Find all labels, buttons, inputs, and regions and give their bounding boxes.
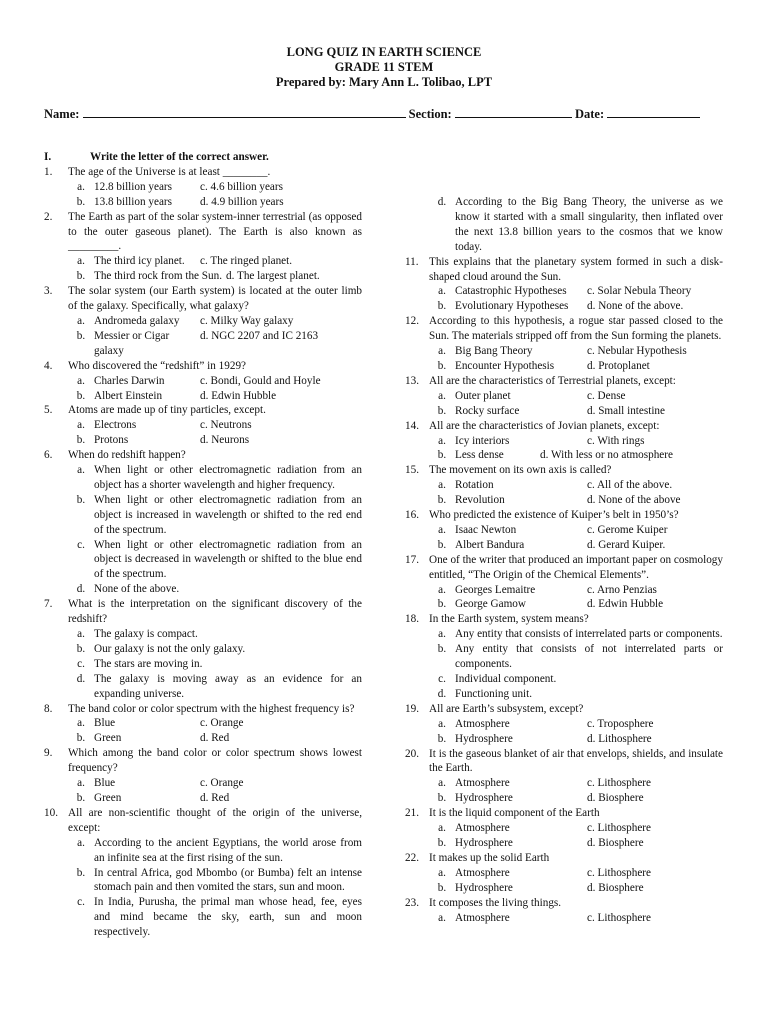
question-8 (44, 702, 362, 717)
options-row: b. 13.8 billion years d. 4.9 billion years (76, 195, 284, 208)
options-row: b. Green d. Red (76, 791, 230, 804)
question-text: It makes up the solid Earth (429, 851, 550, 864)
option-text: When light or other electromagnetic radiation from an object is increased in wavelength or shifted to the red end of the spectrum. (94, 493, 362, 536)
option-a: Atmosphere (455, 717, 510, 730)
option-d: d. Functioning unit. (437, 687, 533, 700)
option-d: d. According to the Big Bang Theory, the universe as we know it started with a small singularity, then inflated over the next 13.8 billion years to the cosmos that we know today. (437, 196, 723, 253)
option-b: 13.8 billion years (94, 195, 172, 208)
options-row: b. Albert Einstein d. Edwin Hubble (76, 389, 277, 402)
section-heading (44, 150, 362, 165)
option-text: According to the ancient Egyptians, the world arose from an infinite sea at the first rising of the sun. (94, 836, 362, 864)
right-column (405, 195, 723, 925)
question-1 (44, 165, 362, 180)
grade-level: GRADE 11 STEM (334, 60, 434, 74)
option-text: Any entity that consists of interrelated parts or components. (455, 628, 723, 641)
options-row: a. Atmosphere c. Troposphere (438, 717, 654, 730)
options-row: a. Electrons c. Neutrons (77, 419, 252, 432)
question-7 (44, 597, 362, 627)
option-c: c. Lithosphere (587, 822, 651, 835)
option-text: Individual component. (455, 673, 557, 685)
question-number: 22. (405, 851, 419, 864)
option-c: c. Bondi, Gould and Hoyle (200, 374, 321, 387)
options-row: a. Atmosphere c. Lithosphere (438, 822, 651, 835)
option-c: c. Orange (200, 717, 244, 730)
option-a: Atmosphere (455, 911, 510, 924)
options-row: b. Evolutionary Hypotheses d. None of the above. (437, 300, 684, 313)
option-a: Isaac Newton (455, 523, 517, 536)
option-c: c. All of the above. (587, 479, 673, 492)
question-number: 6. (44, 449, 53, 462)
option-c: c. The ringed planet. (200, 255, 293, 268)
option-d: d. None of the above. (76, 583, 180, 596)
option-b: b. Our galaxy is not the only galaxy. (76, 642, 246, 655)
question-14 (405, 419, 723, 434)
options-row: b. The third rock from the Sun. d. The largest planet. (76, 270, 320, 283)
left-column (44, 150, 362, 940)
question-number: 20. (405, 747, 419, 760)
option-d: d. The galaxy is moving away as an evidence for an expanding universe. (76, 672, 362, 700)
option-b: Albert Einstein (94, 389, 163, 402)
option-c: c. Lithosphere (587, 777, 651, 790)
option-a: The third icy planet. (94, 255, 185, 268)
option-text: Functioning unit. (455, 687, 533, 700)
options-row: b. Protons d. Neurons (76, 434, 250, 447)
option-a: Georges Lemaitre (455, 583, 536, 596)
option-b: b. Any entity that consists of not interrelated parts or components. (437, 643, 723, 671)
option-b: George Gamow (455, 598, 526, 611)
options-row: b. Hydrosphere d. Biosphere (437, 881, 644, 894)
option-b: Green (94, 791, 122, 804)
options-row: b. Less dense d. With less or no atmosphere (437, 449, 673, 462)
question-text: When do redshift happen? (68, 449, 186, 462)
question-text: All are the characteristics of Jovian planets, except: (429, 419, 660, 432)
option-c: c. Lithosphere (587, 866, 651, 879)
question-number: 15. (405, 464, 419, 477)
option-c: c. Solar Nebula Theory (587, 285, 692, 298)
option-b: Hydrosphere (455, 792, 513, 805)
option-b: b. When light or other electromagnetic radiation from an object is increased in wavelength or shifted to the red end of the spectrum. (76, 493, 362, 536)
question-text: All are non-scientific thought of the origin of the universe, except: (68, 806, 362, 834)
question-number: 7. (44, 598, 53, 611)
option-c: c. When light or other electromagnetic radiation from an object is decreased in wavelength or shifted to the blue end of the spectrum. (77, 538, 362, 581)
question-text: Which among the band color or color spectrum shows lowest frequency? (68, 747, 362, 775)
question-6 (44, 448, 362, 463)
question-number: 21. (405, 807, 419, 820)
question-3 (44, 284, 362, 314)
option-a: Atmosphere (455, 822, 510, 835)
question-number: 13. (405, 374, 419, 387)
option-a: Electrons (94, 419, 137, 432)
options-row: b. Green d. Red (76, 732, 230, 745)
question-text: It composes the living things. (429, 896, 562, 909)
option-a: Charles Darwin (94, 374, 165, 387)
question-9 (44, 746, 362, 776)
question-text: The Earth as part of the solar system-inner terrestrial (as opposed to the outer gaseous planet). The Earth is also known as _________. (68, 210, 362, 253)
option-b: b. In central Africa, god Mbombo (or Bumba) felt an intense stomach pain and then vomited the stars, sun and moon. (76, 866, 362, 894)
option-d: d. Neurons (200, 434, 250, 447)
option-a: Atmosphere (455, 866, 510, 879)
option-c: c. 4.6 billion years (200, 180, 283, 193)
option-b: The third rock from the Sun. (94, 270, 223, 283)
date-blank[interactable] (607, 106, 700, 118)
question-number: 18. (405, 613, 419, 626)
question-5 (44, 403, 362, 418)
option-c: c. Individual component. (438, 673, 557, 685)
question-19 (405, 702, 723, 717)
option-d: d. Protoplanet (587, 359, 650, 372)
option-a: Atmosphere (455, 777, 510, 790)
question-text: All are Earth’s subsystem, except? (429, 702, 584, 715)
option-c: c. Orange (200, 777, 244, 790)
question-number: 1. (44, 165, 53, 178)
question-10 (44, 806, 362, 836)
option-c: c. In India, Purusha, the primal man whose head, fee, eyes and mind became the sky, earth, sun and moon respectively. (77, 896, 362, 939)
option-c: c. Gerome Kuiper (587, 523, 668, 536)
options-row: a. Georges Lemaitre c. Arno Penzias (438, 583, 657, 596)
question-number: 17. (405, 553, 419, 566)
option-a: Icy interiors (455, 434, 510, 447)
option-b: Protons (94, 434, 129, 447)
option-d: d. Biosphere (587, 792, 644, 805)
option-b: Revolution (455, 494, 505, 507)
options-row: b. Encounter Hypothesis d. Protoplanet (437, 359, 650, 372)
option-a: Blue (94, 717, 116, 730)
question-number: 5. (44, 404, 53, 417)
option-b: Hydrosphere (455, 732, 513, 745)
question-text: It is the liquid component of the Earth (429, 807, 600, 820)
options-row: b. Messier or Cigar galaxy d. NGC 2207 and IC 2163 (76, 329, 319, 357)
option-a: Andromeda galaxy (94, 314, 180, 327)
options-row: a. Outer planet c. Dense (438, 389, 626, 402)
option-text: When light or other electromagnetic radiation from an object has a shorter wavelength and higher frequency. (94, 464, 362, 491)
option-d: d. The largest planet. (226, 270, 320, 283)
option-text: In central Africa, god Mbombo (or Bumba) felt an intense stomach pain and then vomited the stars, sun and moon. (94, 866, 362, 894)
option-a: Catastrophic Hypotheses (455, 285, 567, 298)
option-text: The galaxy is moving away as an evidence for an expanding universe. (94, 672, 362, 700)
option-a: a. Any entity that consists of interrelated parts or components. (438, 628, 723, 641)
question-20 (405, 747, 723, 777)
option-c: c. Dense (587, 389, 626, 402)
option-d: d. Red (200, 732, 230, 745)
question-number: 9. (44, 747, 53, 760)
question-4 (44, 359, 362, 374)
question-12 (405, 314, 723, 344)
option-b: Encounter Hypothesis (455, 359, 555, 372)
option-c: c. The stars are moving in. (77, 657, 203, 670)
section-label: Section: (408, 107, 452, 121)
option-a: Blue (94, 777, 116, 790)
options-row: a. Atmosphere c. Lithosphere (438, 777, 651, 790)
option-a: a. According to the ancient Egyptians, the world arose from an infinite sea at the first rising of the sun. (77, 836, 362, 864)
option-d: d. Lithosphere (587, 732, 652, 745)
option-d: d. Small intestine (587, 404, 665, 417)
question-17 (405, 553, 723, 583)
section-instruction: Write the letter of the correct answer. (90, 151, 269, 163)
option-text: In India, Purusha, the primal man whose head, fee, eyes and mind became the sky, earth, sun and moon respectively. (94, 896, 362, 939)
option-a: a. The galaxy is compact. (77, 628, 198, 640)
options-row: a. Catastrophic Hypotheses c. Solar Nebula Theory (438, 285, 692, 298)
option-text: Any entity that consists of not interrelated parts or components. (455, 643, 723, 671)
option-text: When light or other electromagnetic radiation from an object is decreased in wavelength or shifted to the blue end of the spectrum. (94, 538, 362, 581)
option-d: d. Edwin Hubble (200, 389, 277, 402)
option-c: c. Neutrons (200, 419, 252, 432)
options-row: a. Icy interiors c. With rings (438, 434, 645, 447)
question-text: In the Earth system, system means? (429, 613, 589, 626)
option-b: Hydrosphere (455, 836, 513, 849)
name-label: Name: (44, 107, 80, 121)
question-22 (405, 851, 723, 866)
question-number: 19. (405, 702, 419, 715)
question-text: One of the writer that produced an important paper on cosmology entitled, “The Origin of the Chemical Elements”. (429, 553, 723, 581)
options-row: a. Big Bang Theory c. Nebular Hypothesis (438, 345, 687, 358)
question-number: 14. (405, 419, 419, 432)
options-row: a. Rotation c. All of the above. (438, 479, 673, 492)
question-number: 16. (405, 509, 419, 522)
option-c: c. Arno Penzias (587, 583, 657, 596)
question-23 (405, 896, 723, 911)
option-c: c. Lithosphere (587, 911, 651, 924)
question-number: 10. (44, 806, 58, 819)
name-blank[interactable] (83, 106, 406, 118)
question-text: What is the interpretation on the significant discovery of the redshift? (68, 598, 362, 626)
options-row: a. Atmosphere c. Lithosphere (438, 866, 651, 879)
question-text: The solar system (our Earth system) is located at the outer limb of the galaxy. Specifically, what galaxy? (68, 285, 362, 313)
option-b: Less dense (455, 449, 504, 462)
options-row: a. Isaac Newton c. Gerome Kuiper (438, 523, 668, 536)
question-16 (405, 508, 723, 523)
question-text: Who discovered the “redshift” in 1929? (68, 359, 247, 372)
question-text: Who predicted the existence of Kuiper’s belt in 1950’s? (429, 509, 679, 522)
question-text: It is the gaseous blanket of air that envelops, shields, and insulate the Earth. (429, 747, 723, 775)
option-b: Messier or Cigar galaxy (94, 329, 170, 357)
option-b: Albert Bandura (455, 538, 525, 551)
option-d: d. NGC 2207 and IC 2163 (200, 329, 319, 342)
date-label: Date: (574, 107, 605, 121)
question-text: This explains that the planetary system formed in such a disk-shaped cloud around the Sun. (429, 255, 723, 283)
section-number: I. (44, 151, 52, 163)
question-number: 3. (44, 285, 53, 298)
option-text: According to the Big Bang Theory, the universe as we know it started with a small singularity, then inflated over the next 13.8 billion years to the cosmos that we know today. (455, 196, 723, 253)
option-c: c. Milky Way galaxy (200, 314, 294, 327)
question-text: The movement on its own axis is called? (429, 464, 612, 477)
options-row: a. Blue c. Orange (77, 717, 244, 730)
section-blank[interactable] (455, 106, 572, 118)
option-text: Our galaxy is not the only galaxy. (94, 642, 246, 655)
question-21 (405, 806, 723, 821)
question-15 (405, 463, 723, 478)
options-row: b. Revolution d. None of the above (437, 494, 681, 507)
question-text: The age of the Universe is at least ________. (68, 165, 271, 178)
options-row: b. Albert Bandura d. Gerard Kuiper. (437, 538, 666, 551)
options-row: a. Charles Darwin c. Bondi, Gould and Hoyle (77, 374, 321, 387)
option-c: c. Nebular Hypothesis (587, 345, 687, 358)
question-text: All are the characteristics of Terrestrial planets, except: (429, 374, 676, 387)
options-row: a. Blue c. Orange (77, 777, 244, 790)
question-text: According to this hypothesis, a rogue star passed closed to the Sun. The materials stripped off from the Sun forming the planets. (429, 315, 723, 343)
question-number: 8. (44, 702, 53, 715)
option-c: c. With rings (587, 434, 645, 447)
option-d: d. With less or no atmosphere (540, 449, 673, 462)
option-d: d. Edwin Hubble (587, 598, 664, 611)
question-number: 12. (405, 315, 419, 328)
option-d: d. None of the above. (587, 300, 684, 313)
question-2 (44, 210, 362, 255)
option-b: Hydrosphere (455, 881, 513, 894)
options-row: b. Hydrosphere d. Biosphere (437, 792, 644, 805)
options-row: a. The third icy planet. c. The ringed planet. (77, 255, 293, 268)
question-number: 2. (44, 210, 53, 223)
options-row: a. 12.8 billion years c. 4.6 billion years (77, 180, 283, 193)
option-d: d. Red (200, 791, 230, 804)
question-number: 4. (44, 359, 53, 372)
option-text: The galaxy is compact. (94, 628, 198, 640)
option-d: d. None of the above (587, 494, 681, 507)
option-a: Big Bang Theory (455, 345, 533, 358)
option-a: Rotation (455, 479, 494, 492)
option-a: 12.8 billion years (94, 180, 172, 193)
options-row: a. Andromeda galaxy c. Milky Way galaxy (77, 314, 294, 327)
options-row: b. Hydrosphere d. Lithosphere (437, 732, 652, 745)
student-info-row (44, 106, 724, 122)
question-11 (405, 255, 723, 285)
option-a: Outer planet (455, 389, 511, 402)
options-row: b. George Gamow d. Edwin Hubble (437, 598, 664, 611)
option-d: d. Biosphere (587, 836, 644, 849)
option-text: The stars are moving in. (94, 657, 203, 670)
option-c: c. Troposphere (587, 717, 654, 730)
option-text: None of the above. (94, 583, 180, 596)
option-d: d. 4.9 billion years (200, 195, 284, 208)
question-number: 23. (405, 896, 419, 909)
options-row: b. Hydrosphere d. Biosphere (437, 836, 644, 849)
options-row: b. Rocky surface d. Small intestine (437, 404, 665, 417)
option-d: d. Gerard Kuiper. (587, 538, 666, 551)
prepared-by: Prepared by: Mary Ann L. Tolibao, LPT (275, 75, 493, 89)
option-a: a. When light or other electromagnetic radiation from an object has a shorter wavelength and higher frequency. (77, 464, 362, 491)
option-d: d. Biosphere (587, 881, 644, 894)
question-text: Atoms are made up of tiny particles, except. (68, 404, 266, 417)
question-13 (405, 374, 723, 389)
quiz-title: LONG QUIZ IN EARTH SCIENCE (286, 45, 482, 59)
option-b: Green (94, 732, 122, 745)
question-18 (405, 612, 723, 627)
option-b: Rocky surface (455, 404, 520, 417)
question-text: The band color or color spectrum with the highest frequency is? (68, 702, 355, 715)
option-b: Evolutionary Hypotheses (455, 300, 569, 313)
question-number: 11. (405, 255, 419, 268)
options-row: a. Atmosphere c. Lithosphere (438, 911, 651, 924)
